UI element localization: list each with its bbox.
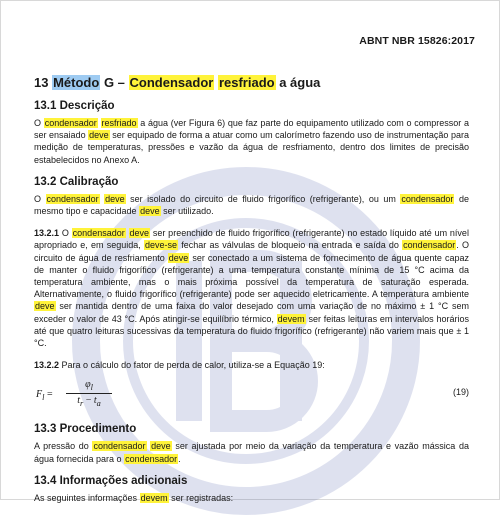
section-13-2-1-paragraph: 13.2.1 O condensador deve ser preenchido de fluido frigorífico (refrigerante) no estado líquido até um nível apropriado e, em seguida, deve-se fechar as válvulas de bloqueio na entrada e saída do condensador. O circuito de água de resfriamento deve ser conectado a um sistema de fornecimento de água quente capaz de manter o fluido frigorífico (refrigerante) a uma temperatura constante mínima de 15 °C acima da temperatura ambiente, mas o mais próxima possível da temperatura de saturação esperada. Alternativamente, o fluido frigorífico (refrigerante) pode ser aquecido eletricamente. A temperatura ambiente deve ser mantida dentro de uma faixa do valor desejado com uma variação de no máximo ± 1 °C sem exceder o valor de 43 °C. Após atingir-se equilíbrio térmico, devem ser feitas leituras em intervalos horários até que quatro leituras sucessivas da temperatura do fluido frigorífico (refrigerante) não variem mais que ± 1 °C. <box>34 228 469 349</box>
section-13-4-paragraph: As seguintes informações devem ser registradas: <box>34 492 234 503</box>
document-content <box>34 75 469 504</box>
section-13-3-paragraph: A pressão do condensador deve ser ajustada por meio da variação da temperatura e vazão mássica da água fornecida para o condensador. <box>34 441 469 464</box>
equation-number: (19) <box>452 387 469 398</box>
equation-denominator: $t_r - t_a$ <box>77 395 101 409</box>
highlight-resfriado: resfriado <box>218 75 275 90</box>
highlight-condensador: Condensador <box>129 75 214 90</box>
section-13-2-heading: 13.2 Calibração <box>34 175 119 188</box>
equation-lhs: $F_l$ = <box>36 389 53 403</box>
section-13-heading: 13 Método G – Condensador resfriado a água <box>34 75 321 90</box>
equation-19 <box>34 377 469 415</box>
section-13-2-2-paragraph: 13.2.2 Para o cálculo do fator de perda de calor, utiliza-se a Equação 19: <box>34 360 325 371</box>
standard-id: ABNT NBR 15826:2017 <box>359 35 475 47</box>
section-13-3-heading: 13.3 Procedimento <box>34 423 137 436</box>
equation-numerator: $\varphi_l$ <box>85 379 93 393</box>
equation-fraction <box>66 379 112 408</box>
section-13-4-heading: 13.4 Informações adicionais <box>34 474 188 487</box>
section-13-1-heading: 13.1 Descrição <box>34 100 115 112</box>
section-13-2-paragraph: O condensador deve ser isolado do circuito de fluido frigorífico (refrigerante), ou um condensador de mesmo tipo e capacidade deve ser utilizado. <box>34 193 469 217</box>
section-13-1-paragraph: O condensador resfriado a água (ver Figura 6) que faz parte do equipamento utilizado com o compressor a ser ensaiado deve ser equipado de forma a atuar como um calorímetro fazendo uso de instrumentação para medição de temperaturas, pressões e vazão da água de resfriamento, dentro dos limites de precisão estabelecidos no Anexo A. <box>34 118 469 165</box>
highlight-metodo: Método <box>53 75 100 90</box>
fraction-bar <box>66 393 112 394</box>
